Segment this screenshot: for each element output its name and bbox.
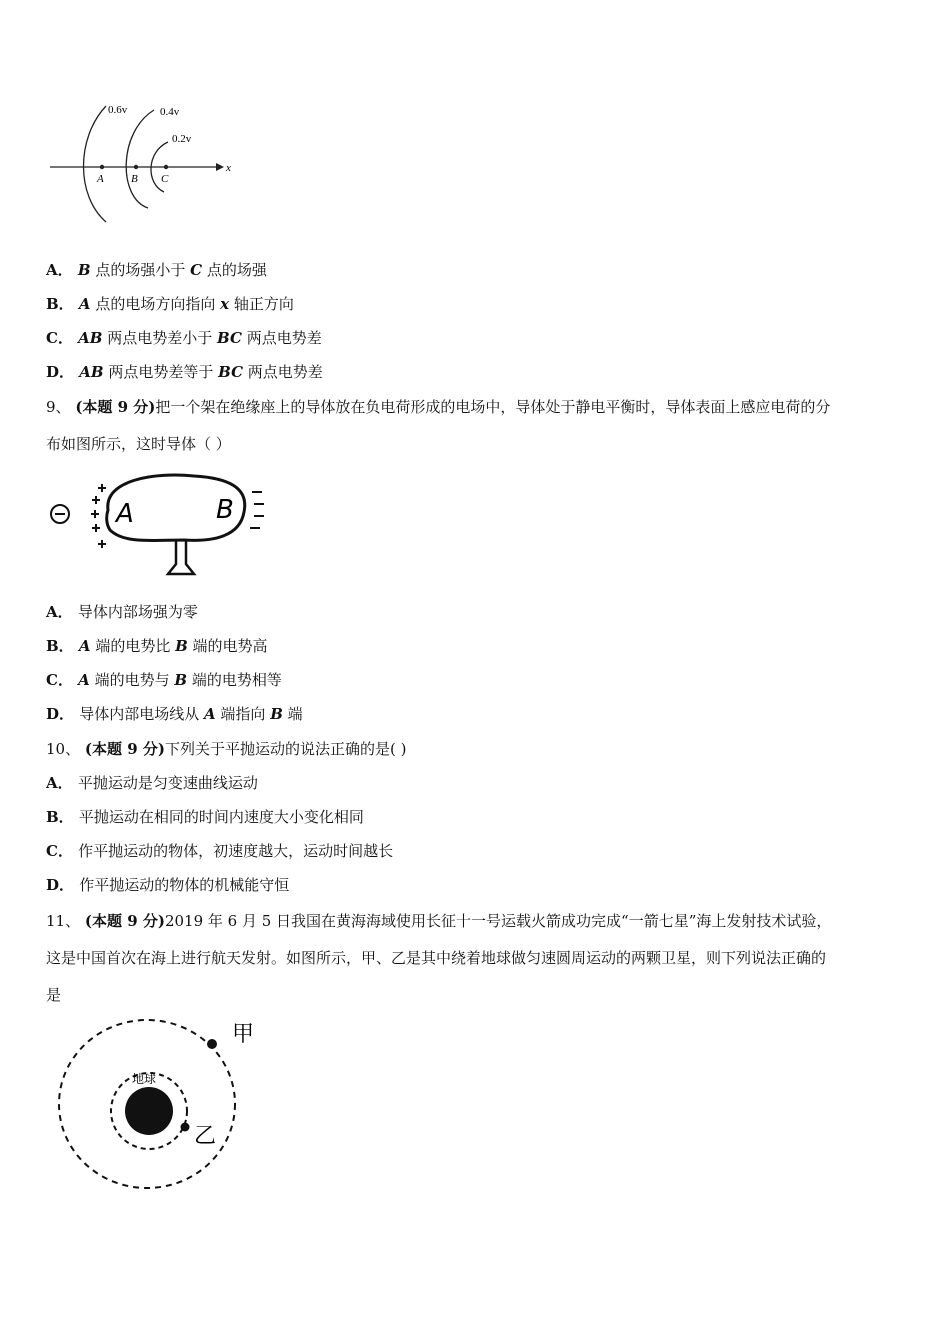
label-c: C (161, 173, 169, 185)
conductor-label-a: A (116, 499, 134, 529)
q9-number: 9、 (46, 398, 71, 416)
option-key: B． (46, 808, 79, 826)
option-text: 两点电势差等于 (103, 363, 219, 381)
option-key: D． (46, 876, 80, 894)
option-text: 平抛运动在相同的时间内速度大小变化相同 (78, 808, 364, 826)
label-02: 0.2v (172, 133, 192, 145)
point-c (164, 165, 168, 169)
q10-option-c[interactable] (46, 841, 393, 861)
option-text: 轴正方向 (229, 295, 294, 313)
satellite-yi (181, 1123, 190, 1132)
curve-04 (126, 110, 154, 208)
option-key: A． (46, 774, 78, 792)
option-key: B． (46, 637, 79, 655)
option-text: 端的电势比 (90, 637, 176, 655)
option-text: 作平抛运动的物体的机械能守恒 (79, 876, 290, 894)
plus-charges-icon (91, 484, 106, 548)
option-text: 作平抛运动的物体，初速度越大，运动时间越长 (78, 842, 394, 860)
q9-option-b[interactable] (46, 636, 268, 656)
q11-stem-line1 (46, 911, 831, 931)
conductor-figure (44, 470, 274, 580)
point-a (100, 165, 104, 169)
q11-stem1: 2019 年 6 月 5 日我国在黄海海域使用长征十一号运载火箭成功完成“一箭七星”海上发射技术试验， (164, 912, 832, 930)
q9-option-d[interactable] (46, 704, 303, 724)
q10-option-b[interactable] (46, 807, 364, 827)
q9-score: (本题 9 分) (75, 398, 156, 416)
q8-option-b[interactable] (46, 294, 294, 314)
earth (125, 1087, 173, 1135)
q8-option-c[interactable] (46, 328, 322, 348)
q8-option-d[interactable] (46, 362, 323, 382)
option-key: A． (46, 261, 78, 279)
q11-stem-line2: 这是中国首次在海上进行航天发射。如图所示，甲、乙是其中绕着地球做匀速圆周运动的两颗卫星，则下列说法正确的 (46, 949, 827, 967)
label-b: B (131, 173, 138, 185)
option-text: 端 (282, 705, 303, 723)
label-04: 0.4v (160, 106, 180, 118)
option-text: 点的场强小于 (90, 261, 191, 279)
q9-stem-line2: 布如图所示，这时导体（ ） (46, 435, 231, 453)
option-text: 端的电势高 (187, 637, 268, 655)
option-key: C． (46, 671, 79, 689)
q10-number: 10、 (46, 740, 81, 758)
option-key: D． (46, 363, 80, 381)
option-key: D． (46, 705, 80, 723)
option-text: A (78, 637, 91, 655)
option-text: C (190, 261, 203, 279)
option-text: A (78, 295, 91, 313)
q9-option-c[interactable] (46, 670, 282, 690)
q9-stem1: 把一个架在绝缘座上的导体放在负电荷形成的电场中，导体处于静电平衡时，导体表面上感应电荷的分 (155, 398, 831, 416)
orbit-figure (52, 1015, 272, 1200)
option-text: 端的电势与 (89, 671, 175, 689)
option-key: C． (46, 329, 79, 347)
q11-number: 11、 (46, 912, 81, 930)
option-text: BC (218, 363, 244, 381)
minus-charges-icon (250, 492, 264, 528)
option-text: AB (79, 363, 104, 381)
option-key: B． (46, 295, 79, 313)
option-text: 两点电势差小于 (102, 329, 218, 347)
option-text: 两点电势差 (241, 329, 322, 347)
option-text: B (270, 705, 283, 723)
label-06: 0.6v (108, 104, 128, 116)
option-text: A (204, 705, 216, 723)
q9-option-a[interactable] (46, 602, 198, 622)
option-text: 两点电势差 (243, 363, 323, 381)
option-text: x (220, 295, 230, 313)
option-text: A (78, 671, 90, 689)
point-b (134, 165, 138, 169)
option-key: C． (46, 842, 79, 860)
insulating-stand (168, 540, 194, 574)
label-x: x (226, 162, 231, 174)
option-text: B (77, 261, 91, 279)
q11-stem-line3: 是 (46, 986, 62, 1004)
q10-stem-text: 下列关于平抛运动的说法正确的是( ) (164, 740, 407, 758)
x-axis-arrow (216, 163, 224, 171)
q11-score: (本题 9 分) (84, 912, 165, 930)
option-text: 平抛运动是匀变速曲线运动 (77, 774, 258, 792)
option-text: 端指向 (215, 705, 271, 723)
option-text: 端的电势相等 (187, 671, 282, 689)
option-text: 点的场强 (202, 261, 267, 279)
option-key: A． (46, 603, 78, 621)
q10-stem (46, 739, 406, 759)
q8-option-a[interactable] (46, 260, 267, 280)
option-text: B (175, 637, 188, 655)
conductor-label-b: B (216, 495, 234, 525)
q10-score: (本题 9 分) (84, 740, 165, 758)
option-text: AB (78, 329, 103, 347)
satellite-jia (207, 1039, 217, 1049)
q9-stem-line1 (46, 397, 906, 417)
option-text: BC (217, 329, 242, 347)
satellite-jia-label: 甲 (232, 1022, 255, 1047)
satellite-yi-label: 乙 (194, 1124, 217, 1149)
option-text: 导体内部场强为零 (77, 603, 198, 621)
option-text: 点的电场方向指向 (90, 295, 221, 313)
option-text: B (174, 671, 188, 689)
q10-option-d[interactable] (46, 875, 289, 895)
option-text: 导体内部电场线从 (79, 705, 205, 723)
equipotential-figure (46, 98, 246, 228)
earth-label: 地球 (132, 1072, 157, 1086)
curve-06 (84, 106, 107, 222)
label-a: A (97, 173, 104, 185)
q10-option-a[interactable] (46, 773, 258, 793)
